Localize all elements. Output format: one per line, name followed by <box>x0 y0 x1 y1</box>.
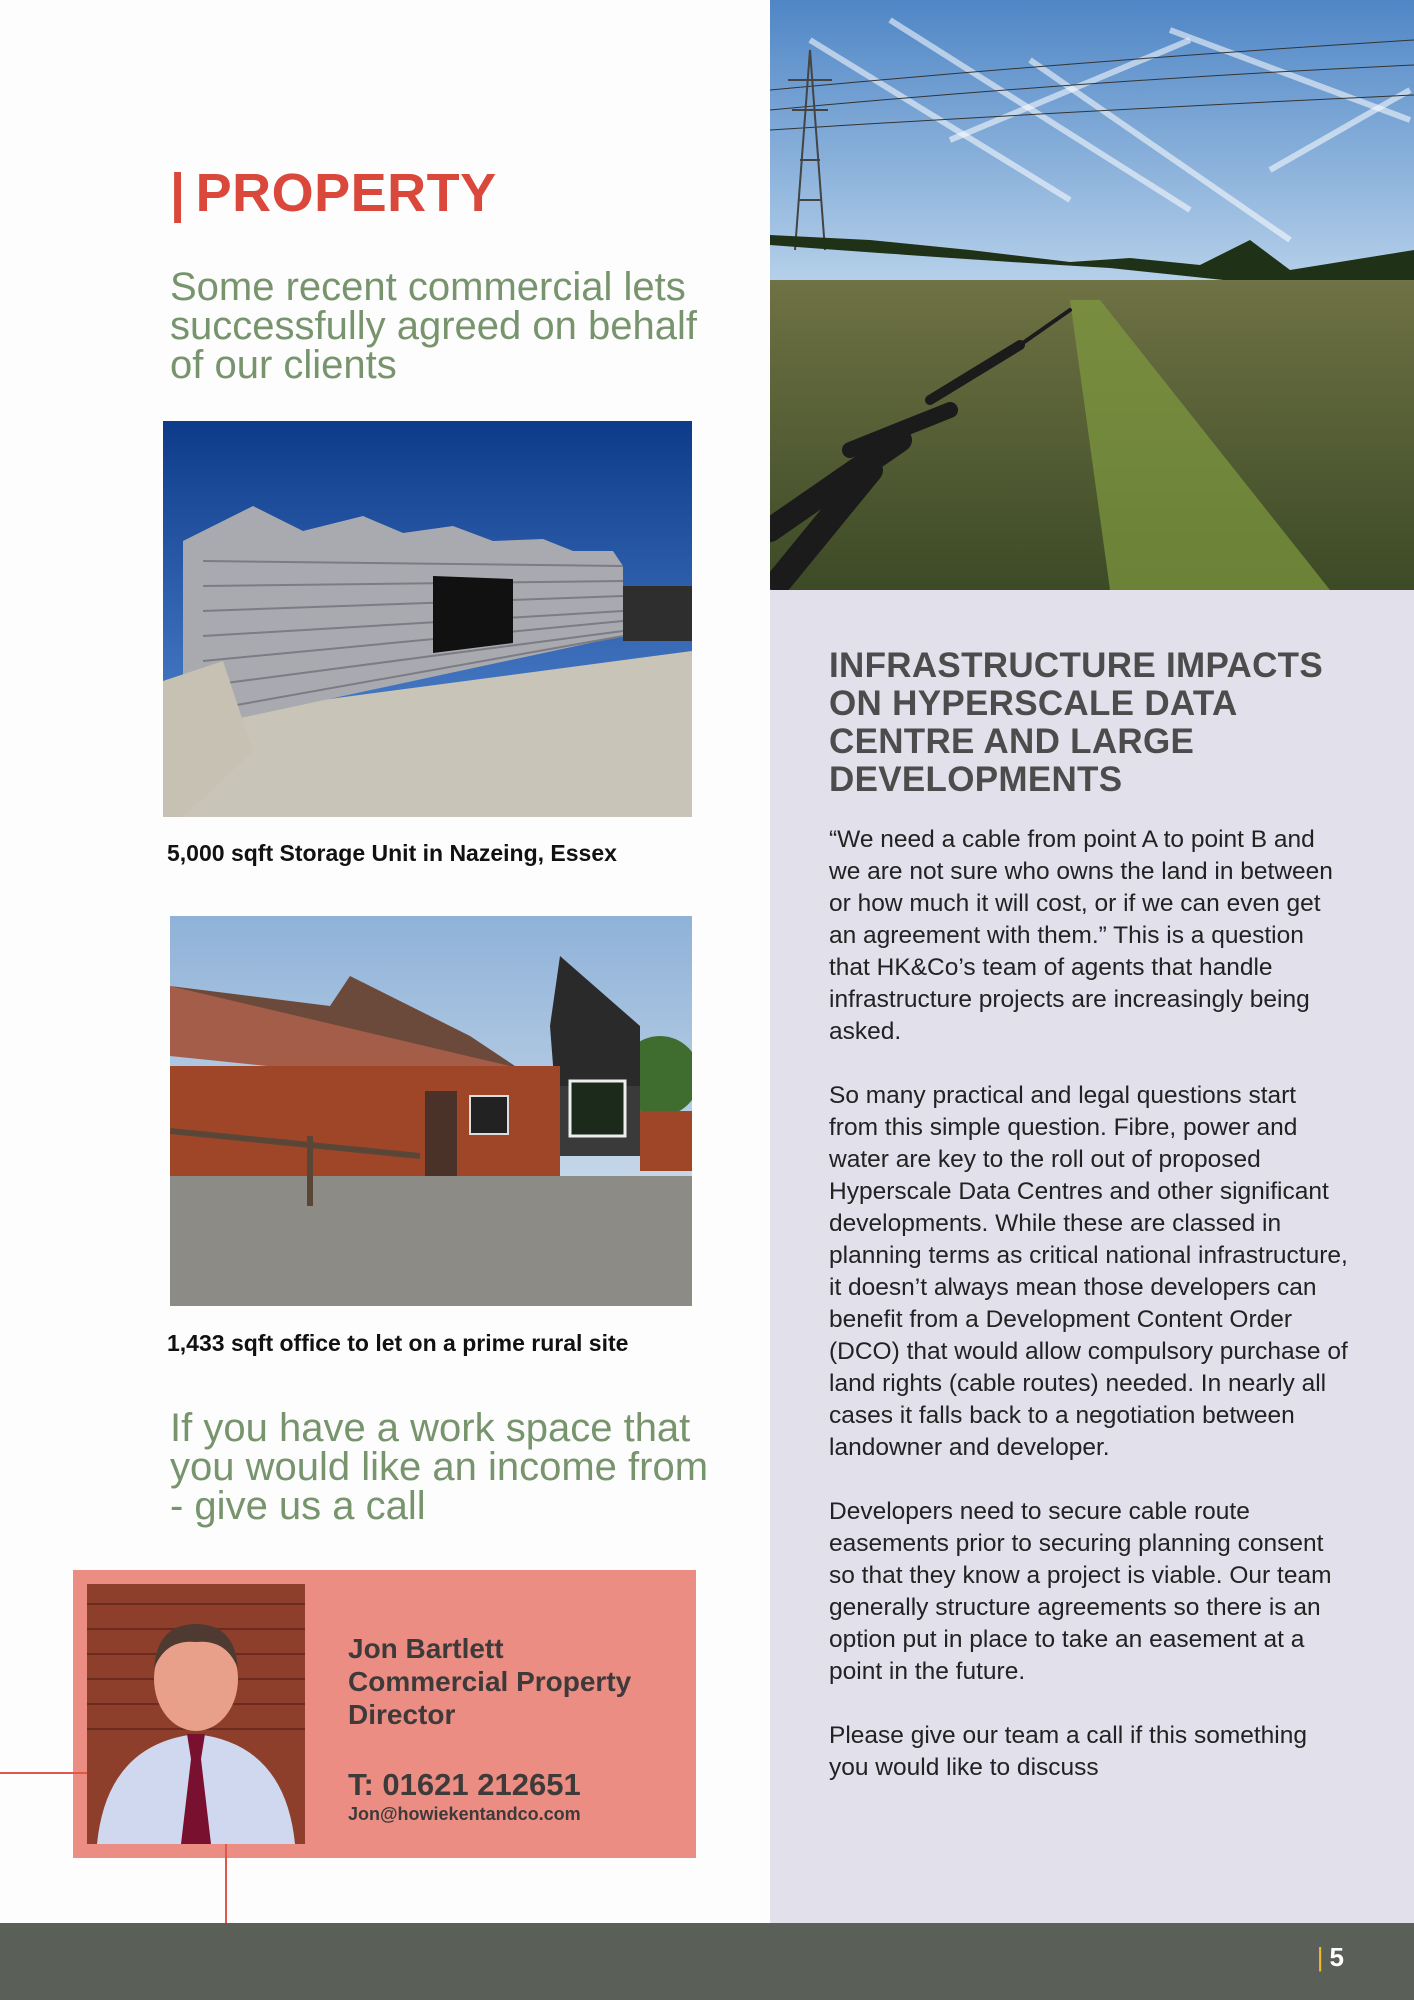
decorative-line-horizontal <box>0 1772 87 1774</box>
rural-office-caption: 1,433 sqft office to let on a prime rural site <box>167 1330 629 1356</box>
contact-phone[interactable]: T: 01621 212651 <box>348 1767 581 1802</box>
contact-role: Commercial Property Director <box>348 1666 632 1730</box>
section-title <box>170 162 497 224</box>
article-paragraph: So many practical and legal questions start from this simple question. Fibre, power and water are key to the roll out of proposed Hyperscale Data Centres and other significant developments. While these are classed in planning terms as critical national infrastructure, it doesn’t always mean those developers can benefit from a Development Content Order (DCO) that would allow compulsory purchase of land rights (cable routes) needed. In nearly all cases it falls back to a negotiation between landowner and developer. <box>829 1082 1348 1461</box>
contact-name: Jon Bartlett <box>348 1633 504 1664</box>
page-number-marker: | <box>1316 1942 1324 1972</box>
cable-route-field-photo <box>770 0 1414 590</box>
section-title-text: PROPERTY <box>195 163 497 223</box>
article-title: INFRASTRUCTURE IMPACTS ON HYPERSCALE DATA CENTRE AND LARGE DEVELOPMENTS <box>829 646 1323 799</box>
article-paragraph: Please give our team a call if this something you would like to discuss <box>829 1722 1307 1781</box>
page-number-value: 5 <box>1329 1942 1344 1972</box>
page-footer <box>0 1923 1414 2000</box>
property-subtitle: Some recent commercial lets successfully agreed on behalf of our clients <box>170 265 697 387</box>
page-number <box>1317 1942 1344 1973</box>
rural-office-photo <box>170 916 692 1306</box>
article-body <box>829 824 1349 1816</box>
call-to-action-heading: If you have a work space that you would like an income from - give us a call <box>170 1406 709 1528</box>
storage-unit-caption: 5,000 sqft Storage Unit in Nazeing, Essex <box>167 840 617 866</box>
article-paragraph: Developers need to secure cable route easements prior to securing planning consent so that they know a project is viable. Our team generally structure agreements so there is an option put in place to take an easement at a point in the future. <box>829 1498 1332 1685</box>
article-paragraph: “We need a cable from point A to point B and we are not sure who owns the land in between or how much it will cost, or if we can even get an agreement with them.” This is a question that HK&Co’s team of agents that handle infrastructure projects are increasingly being asked. <box>829 826 1333 1045</box>
contact-email-link[interactable]: Jon@howiekentandco.com <box>348 1804 581 1824</box>
storage-unit-photo <box>163 421 692 817</box>
section-title-marker: | <box>170 163 186 223</box>
contact-portrait-photo <box>87 1584 305 1844</box>
